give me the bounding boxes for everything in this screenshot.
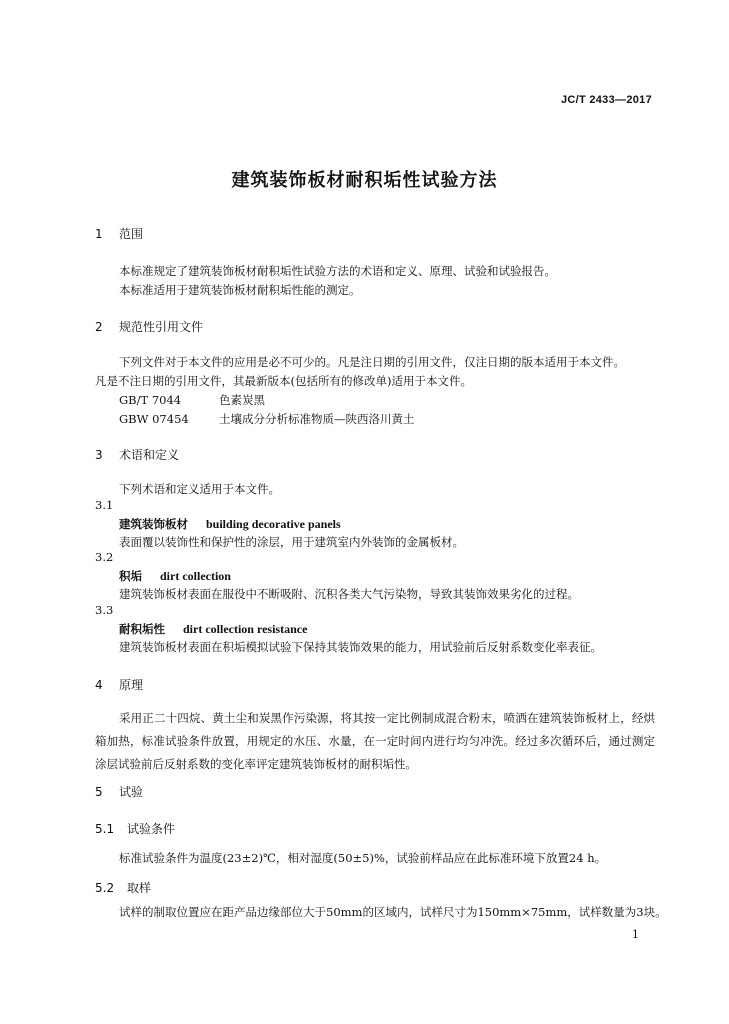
section-4-paragraph: 采用正二十四烷、黄土尘和炭黑作污染源，将其按一定比例制成混合粉末，喷洒在建筑装饰板材上，经烘箱加热，标准试验条件放置，用规定的水压、水量，在一定时间内进行均匀冲洗。经过多次循环后，通过测定涂层试验前后反射系数的变化率评定建筑装饰板材的耐积垢性。 <box>95 711 655 771</box>
term-1-name: 建筑装饰板材 building decorative panels <box>119 517 341 531</box>
term-2-number: 3.2 <box>95 550 114 564</box>
term-2-name: 积垢 dirt collection <box>119 569 231 583</box>
term-1-number: 3.1 <box>95 498 114 512</box>
section-2-para-line-1: 下列文件对于本文件的应用是必不可少的。凡是注日期的引用文件，仅注日期的版本适用于本文件。 <box>119 355 625 369</box>
term-2-definition: 建筑装饰板材表面在服役中不断吸附、沉积各类大气污染物，导致其装饰效果劣化的过程。 <box>119 587 579 601</box>
section-3-intro: 下列术语和定义适用于本文件。 <box>119 482 280 496</box>
term-3-name: 耐积垢性 dirt collection resistance <box>119 622 308 636</box>
section-4-heading: 4 原理 <box>95 678 144 692</box>
section-5-2-paragraph: 试样的制取位置应在距产品边缘部位大于50mm的区域内，试样尺寸为150mm×75mm，试样数量为3块。 <box>119 905 667 919</box>
term-3-definition: 建筑装饰板材表面在积垢模拟试验下保持其装饰效果的能力，用试验前后反射系数变化率表征。 <box>119 640 602 654</box>
standard-number: JC/T 2433—2017 <box>560 94 652 106</box>
section-3-heading: 3 术语和定义 <box>95 448 180 462</box>
section-5-2-heading: 5.2 取样 <box>95 881 152 895</box>
section-1-heading: 1 范围 <box>95 227 144 241</box>
section-5-1-paragraph: 标准试验条件为温度(23±2)℃，相对湿度(50±5)%，试验前样品应在此标准环境下放置24 h。 <box>119 851 607 865</box>
section-5-1-heading: 5.1 试验条件 <box>95 822 176 836</box>
term-1-definition: 表面覆以装饰性和保护性的涂层，用于建筑室内外装饰的金属板材。 <box>119 535 464 549</box>
page-number: 1 <box>632 928 639 941</box>
normative-ref-2: GBW 07454 土壤成分分析标准物质—陕西洛川黄土 <box>119 412 415 426</box>
section-5-heading: 5 试验 <box>95 785 144 799</box>
term-3-number: 3.3 <box>95 603 114 617</box>
section-1-para-2: 本标准适用于建筑装饰板材耐积垢性能的测定。 <box>119 283 361 297</box>
document-title: 建筑装饰板材耐积垢性试验方法 <box>231 170 498 191</box>
section-2-para-line-2: 凡是不注日期的引用文件，其最新版本(包括所有的修改单)适用于本文件。 <box>95 374 472 388</box>
section-1-para-1: 本标准规定了建筑装饰板材耐积垢性试验方法的术语和定义、原理、试验和试验报告。 <box>119 264 556 278</box>
normative-ref-1: GB/T 7044 色素炭黑 <box>119 393 265 407</box>
section-2-heading: 2 规范性引用文件 <box>95 320 204 334</box>
